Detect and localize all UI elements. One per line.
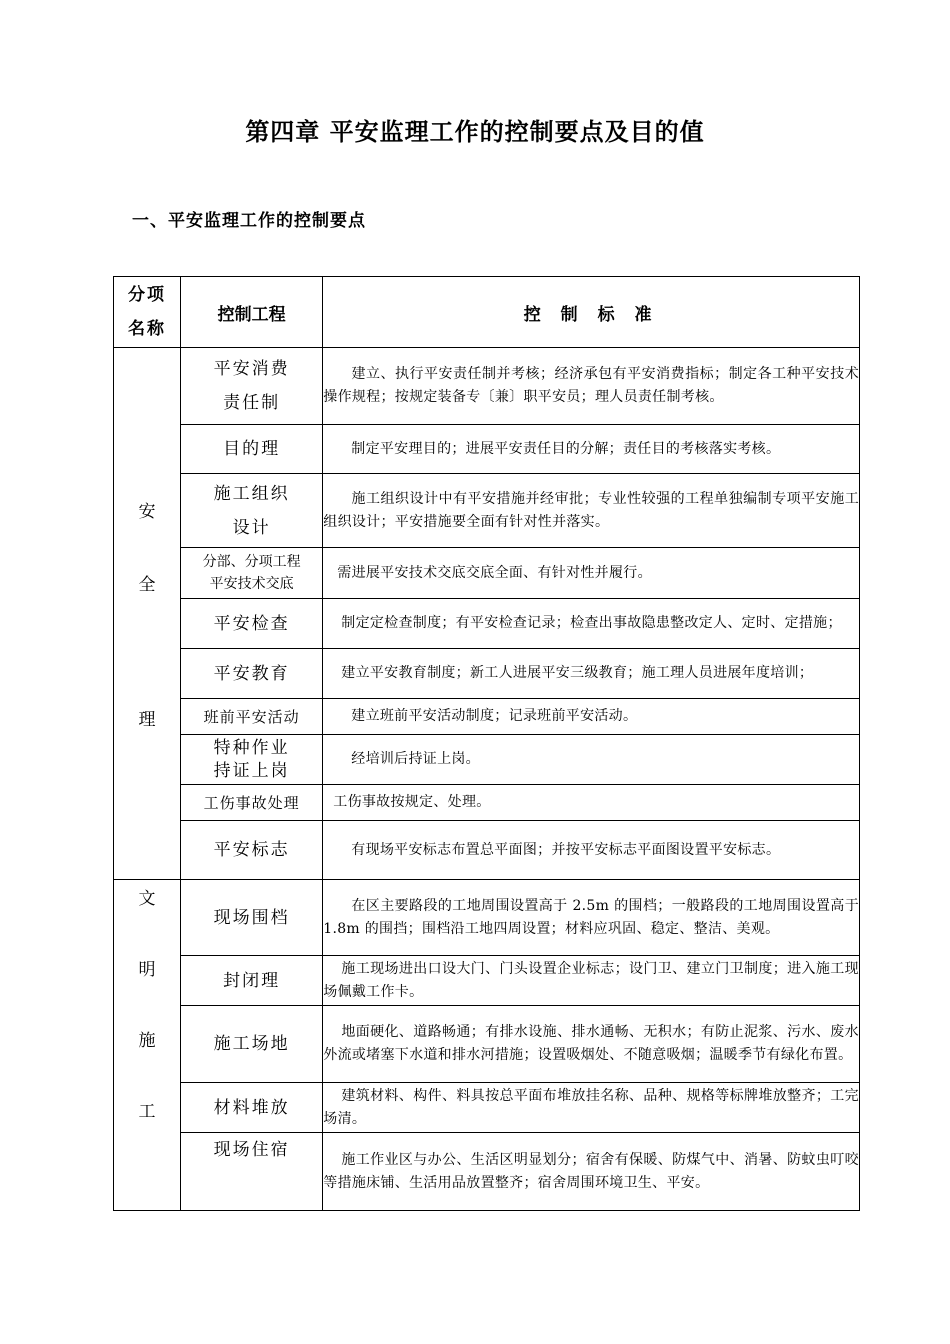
standard-text: 建立平安教育制度；新工人进展平安三级教育；施工理人员进展年度培训； xyxy=(341,665,814,681)
item-line: 责任制 xyxy=(223,393,281,413)
item-cell xyxy=(181,425,323,474)
standard-cell xyxy=(323,821,860,880)
standard-text: 制定定检查制度；有平安检查记录；检查出事故隐患整改定人、定时、定措施； xyxy=(341,615,842,631)
table-row xyxy=(114,474,860,548)
page-title: 第四章 平安监理工作的控制要点及目的值 xyxy=(245,117,705,146)
table-row xyxy=(114,425,860,474)
item-cell xyxy=(181,880,323,956)
standard-text: 建立班前平安活动制度；记录班前平安活动。 xyxy=(351,708,638,724)
standard-cell xyxy=(323,548,860,599)
header-category-line: 名称 xyxy=(128,319,167,339)
standard-cell xyxy=(323,880,860,956)
standard-text: 施工组织设计中有平安措施并经审批；专业性较强的工程单独编制专项平安施工组织设计；平安措施要全面有针对性并落实。 xyxy=(323,490,859,530)
standard-cell xyxy=(323,699,860,735)
standard-cell xyxy=(323,956,860,1006)
table-row xyxy=(114,599,860,649)
table-row xyxy=(114,956,860,1006)
standard-text: 建立、执行平安责任制并考核；经济承包有平安消费指标；制定各工种平安技术操作规程；按规定装备专〔兼〕职平安员；理人员责任制考核。 xyxy=(323,366,859,405)
header-category xyxy=(114,277,181,348)
item-cell xyxy=(181,956,323,1006)
item-cell xyxy=(181,649,323,699)
category-char: 理 xyxy=(138,710,156,730)
header-category-line: 分项 xyxy=(128,285,167,305)
standard-cell xyxy=(323,649,860,699)
standard-text: 有现场平安标志布置总平面图；并按平安标志平面图设置平安标志。 xyxy=(351,841,781,858)
table-row xyxy=(114,699,860,735)
section-heading: 一、平安监理工作的控制要点 xyxy=(132,211,366,231)
item-line: 现场围档 xyxy=(213,907,290,928)
standard-text: 需进展平安技术交底交底全面、有针对性并履行。 xyxy=(337,564,652,581)
category-char: 明 xyxy=(138,960,156,980)
table-row xyxy=(114,821,860,880)
standard-cell xyxy=(323,348,860,425)
standard-text: 地面硬化、道路畅通；有排水设施、排水通畅、无积水；有防止泥浆、污水、废水外流或堵塞下水道和排水河措施；设置吸烟处、不随意吸烟；温暖季节有绿化布置。 xyxy=(323,1024,859,1063)
item-cell xyxy=(181,821,323,880)
category-cell-safety xyxy=(114,348,181,880)
item-line: 目的理 xyxy=(223,439,281,459)
item-line: 平安检查 xyxy=(213,613,290,634)
table-header-row xyxy=(114,277,860,348)
item-line: 特种作业 xyxy=(213,737,290,758)
item-line: 施工场地 xyxy=(213,1034,290,1054)
header-standard: 控 制 标 准 xyxy=(323,277,860,348)
table-row xyxy=(114,1133,860,1211)
standard-cell xyxy=(323,1133,860,1211)
table-row xyxy=(114,735,860,785)
item-line: 材料堆放 xyxy=(213,1097,290,1118)
item-cell xyxy=(181,1006,323,1083)
standard-text: 制定平安理目的；进展平安责任目的分解；责任目的考核落实考核。 xyxy=(351,440,781,457)
item-line: 现场住宿 xyxy=(213,1140,290,1160)
standard-cell xyxy=(323,425,860,474)
standard-text: 建筑材料、构件、料具按总平面布堆放挂名称、品种、规格等标牌堆放整齐；工完场清。 xyxy=(323,1087,859,1127)
item-line: 平安标志 xyxy=(213,840,290,860)
item-line: 持证上岗 xyxy=(213,760,290,781)
item-line: 施工组织 xyxy=(213,483,290,504)
category-char: 文 xyxy=(138,889,156,909)
table-row xyxy=(114,1083,860,1133)
category-char: 工 xyxy=(138,1102,156,1122)
table-row xyxy=(114,548,860,599)
item-cell xyxy=(181,474,323,548)
item-cell xyxy=(181,548,323,599)
table-row xyxy=(114,348,860,425)
standard-cell xyxy=(323,1006,860,1083)
item-cell xyxy=(181,1083,323,1133)
item-line: 平安技术交底 xyxy=(209,576,294,592)
item-cell xyxy=(181,785,323,821)
standard-cell xyxy=(323,1083,860,1133)
standard-text: 在区主要路段的工地周围设置高于 2.5m 的围档；一般路段的工地周围设置高于 1.8m 的围挡；围档沿工地四周设置；材料应巩固、稳定、整洁、美观。 xyxy=(323,897,859,937)
table-row xyxy=(114,880,860,956)
item-line: 设计 xyxy=(232,517,271,538)
table-row xyxy=(114,785,860,821)
header-item: 控制工程 xyxy=(181,277,323,348)
item-line: 平安教育 xyxy=(213,663,290,684)
item-cell xyxy=(181,699,323,735)
item-cell xyxy=(181,599,323,649)
item-line: 平安消费 xyxy=(213,359,290,379)
standard-cell xyxy=(323,474,860,548)
standard-cell xyxy=(323,599,860,649)
standard-text: 工伤事故按规定、处理。 xyxy=(333,794,491,810)
standard-text: 施工现场进出口设大门、门头设置企业标志；设门卫、建立门卫制度；进入施工现场佩戴工作卡。 xyxy=(323,960,859,1000)
table-row xyxy=(114,649,860,699)
item-line: 班前平安活动 xyxy=(203,707,300,726)
category-cell-civilized xyxy=(114,880,181,1211)
standard-cell xyxy=(323,785,860,821)
category-char: 安 xyxy=(138,502,156,522)
item-cell xyxy=(181,348,323,425)
item-line: 工伤事故处理 xyxy=(203,793,300,812)
control-points-table xyxy=(113,276,860,1211)
item-cell xyxy=(181,735,323,785)
item-line: 封闭理 xyxy=(223,970,281,991)
category-char: 施 xyxy=(138,1031,156,1051)
category-char: 全 xyxy=(138,575,156,595)
standard-cell xyxy=(323,735,860,785)
standard-text: 施工作业区与办公、生活区明显划分；宿舍有保暖、防煤气中、消暑、防蚊虫叮咬等措施床铺、生活用品放置整齐；宿舍周围环境卫生、平安。 xyxy=(323,1151,859,1191)
table-row xyxy=(114,1006,860,1083)
standard-text: 经培训后持证上岗。 xyxy=(351,751,480,767)
item-line: 分部、分项工程 xyxy=(202,554,301,570)
item-cell xyxy=(181,1133,323,1211)
